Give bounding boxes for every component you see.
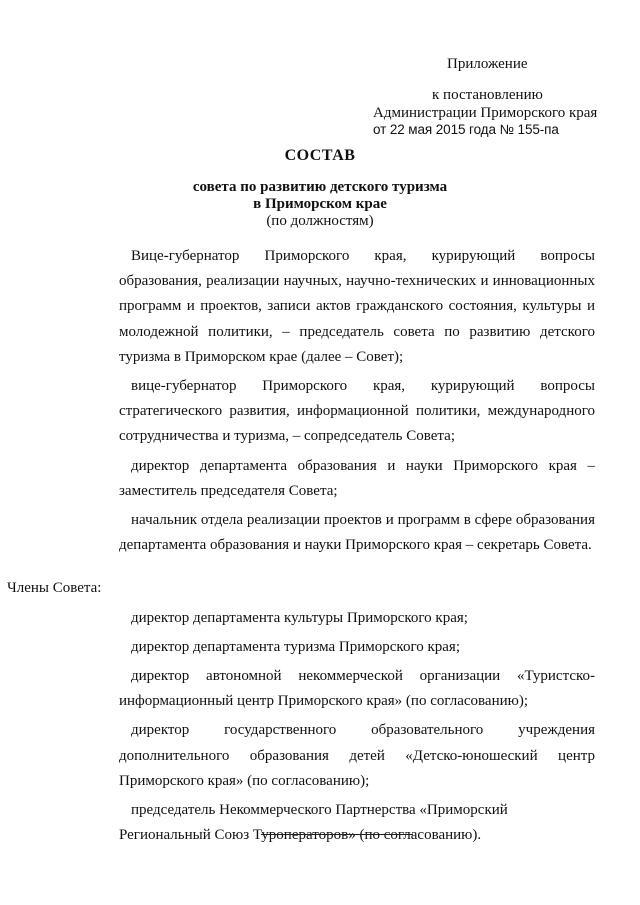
document-title: СОСТАВ: [284, 147, 356, 164]
document-body: [7, 244, 595, 852]
closing-rule-line: [261, 834, 413, 835]
members-title: Члены Совета:: [7, 580, 102, 597]
member-item: директор автономной некоммерческой организации «Туристско-информационный центр Приморского края» (по согласованию);: [119, 668, 595, 710]
paragraph-secretary: начальник отдела реализации проектов и программ в сфере образования департамента образования и науки Приморского края – секретарь Совета.: [119, 512, 595, 554]
document-subtitle-2: в Приморском крае: [253, 196, 387, 212]
spacer: [119, 562, 595, 576]
member-item: директор департамента культуры Приморского края;: [131, 609, 468, 626]
paragraph-chairman: Вице-губернатор Приморского края, курирующий вопросы образования, реализации научных, научно-технических и инновационных программ и проектов, записи актов гражданского состояния, культуры и молодежной политики, – председатель совета по развитию детского туризма в Приморском крае (далее – Совет);: [119, 248, 595, 365]
appendix-line-2: Администрации Приморского края: [373, 105, 598, 121]
member-item: директор государственного образовательного учреждения дополнительного образования детей «Детско-юношеский центр Приморского края» (по согласованию);: [119, 722, 595, 789]
appendix-line-3-date-number: от 22 мая 2015 года № 155-па: [373, 122, 559, 137]
paragraph-deputy-chairman: директор департамента образования и науки Приморского края – заместитель председателя Совета;: [119, 457, 595, 499]
member-item: председатель Некоммерческого Партнерства «Приморский Региональный Союз Туроператоров» (по согласованию).: [119, 802, 508, 844]
member-item: директор департамента туризма Приморского края;: [131, 638, 460, 655]
document-subtitle-1: совета по развитию детского туризма: [192, 179, 448, 195]
paragraph-co-chairman: вице-губернатор Приморского края, курирующий вопросы стратегического развития, информационной политики, международного сотрудничества и туризма, – сопредседатель Совета;: [119, 378, 595, 445]
appendix-title: Приложение: [447, 56, 528, 72]
document-subtitle-3: (по должностям): [266, 213, 374, 229]
appendix-line-1: к постановлению: [432, 87, 543, 103]
